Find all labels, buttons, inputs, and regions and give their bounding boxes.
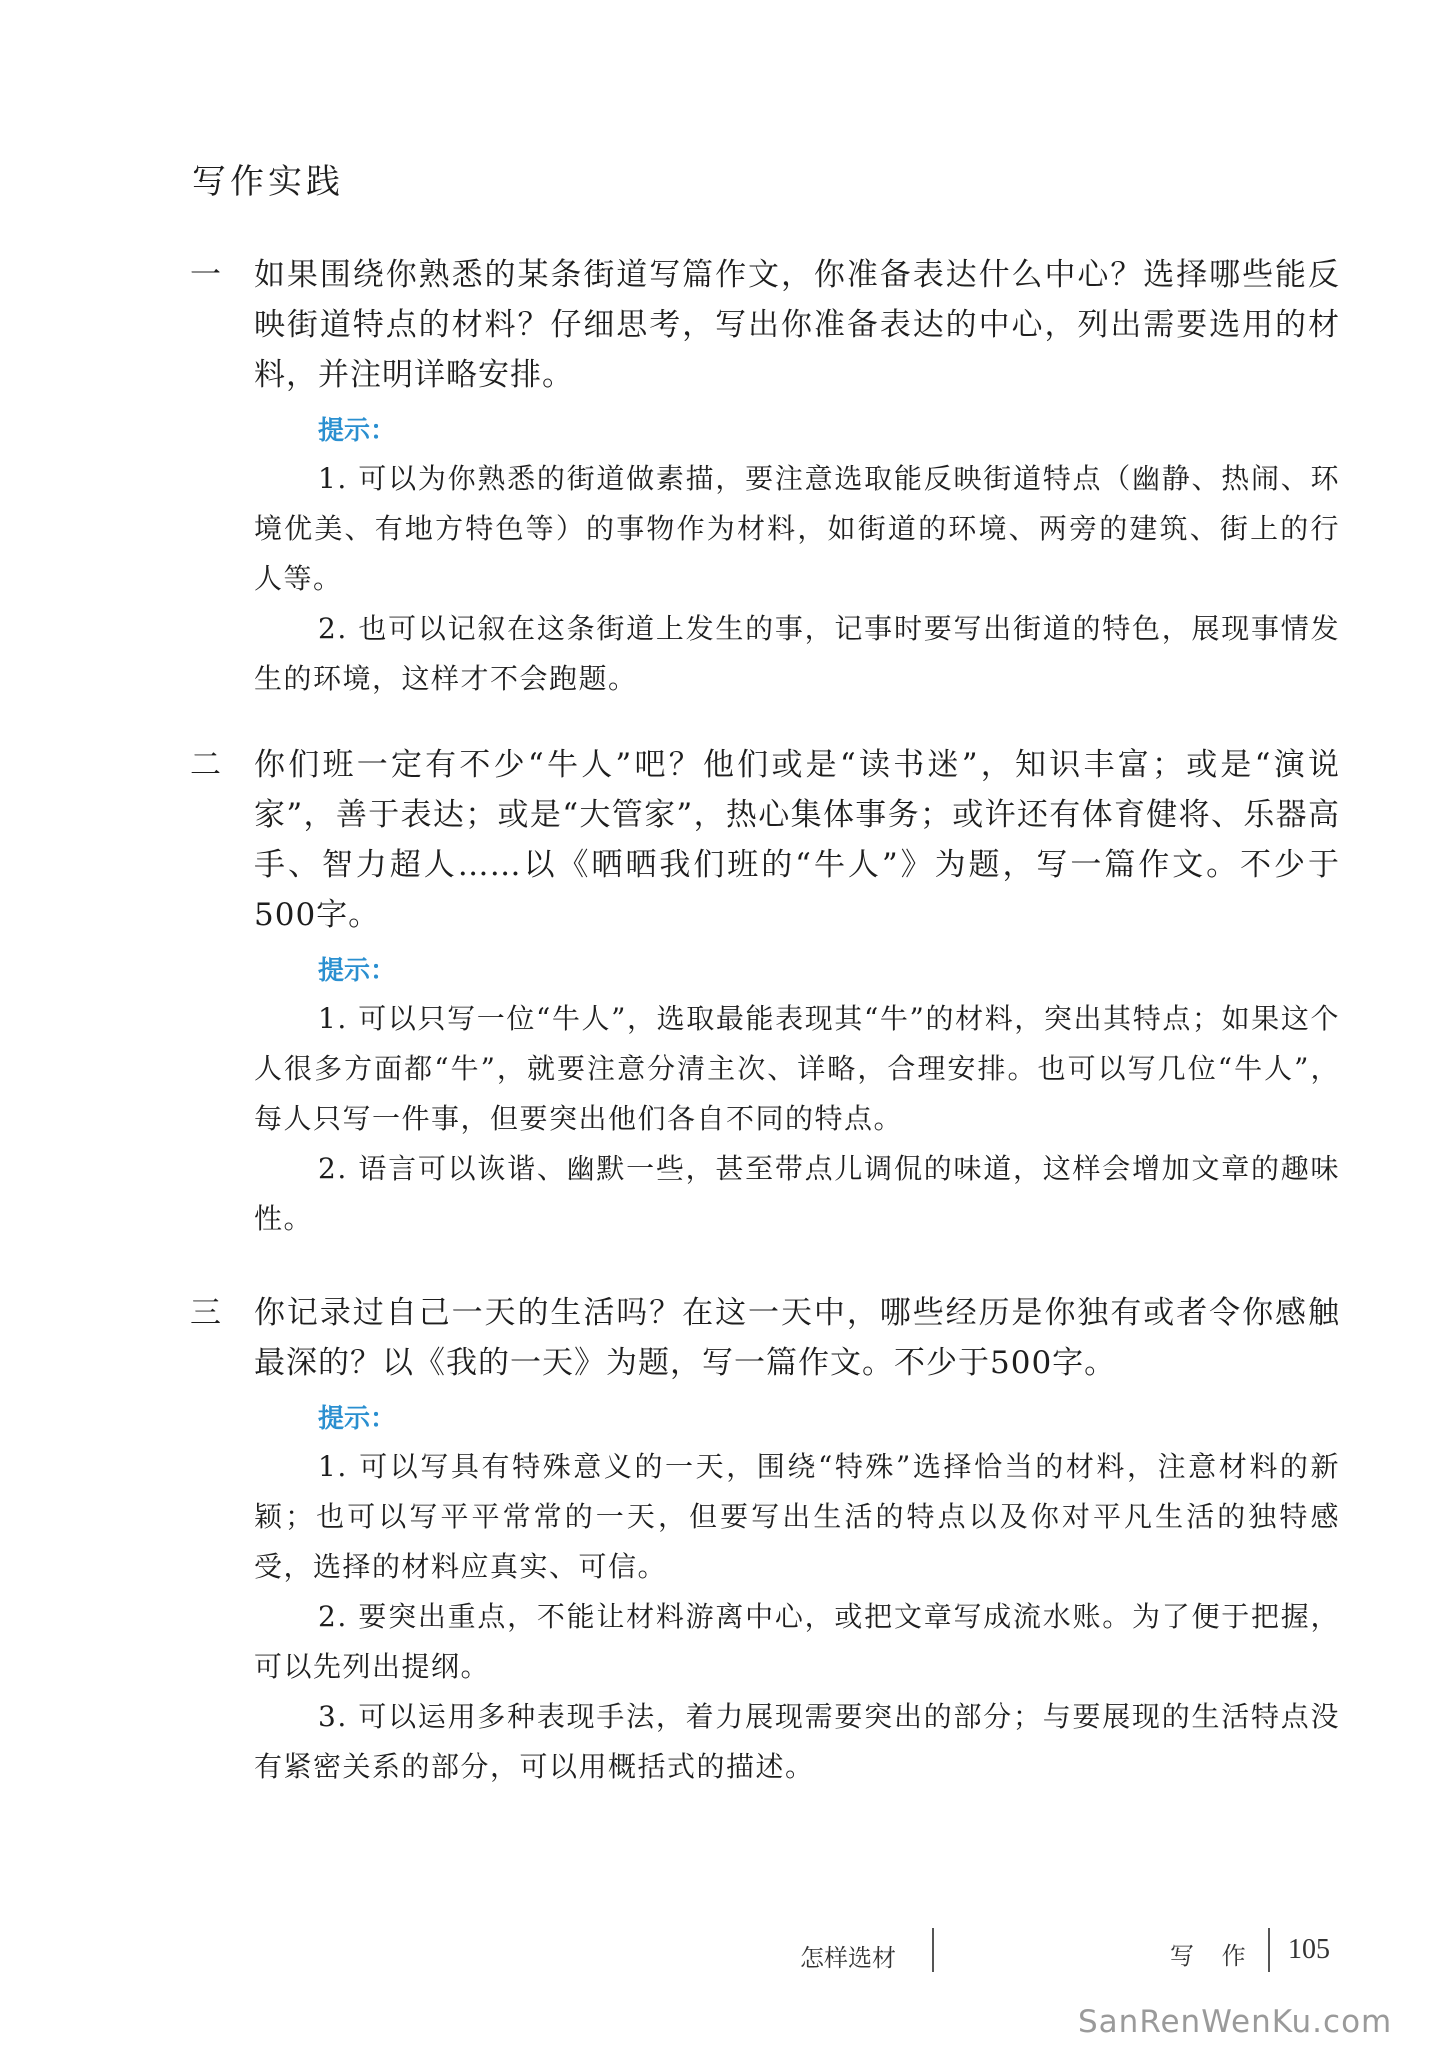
hint-item: 1. 可以写具有特殊意义的一天，围绕“特殊”选择恰当的材料，注意材料的新颖；也可以写平平常常的一天，但要写出生活的特点以及你对平凡生活的独特感受，选择的材料应真实、可信。	[254, 1450, 1340, 1583]
footer-divider	[1268, 1928, 1270, 1972]
hint-item: 2. 语言可以诙谐、幽默一些，甚至带点儿调侃的味道，这样会增加文章的趣味性。	[254, 1152, 1340, 1235]
watermark: SanRenWenKu.com	[1078, 2004, 1393, 2040]
exercise-prompt: 如果围绕你熟悉的某条街道写篇作文，你准备表达什么中心？选择哪些能反映街道特点的材料？仔细思考，写出你准备表达的中心，列出需要选用的材料，并注明详略安排。	[254, 257, 1340, 393]
exercise-number: 一	[190, 257, 221, 293]
exercise-number: 三	[190, 1295, 221, 1331]
hint-item: 2. 要突出重点，不能让材料游离中心，或把文章写成流水账。为了便于把握，可以先列出提纲。	[254, 1600, 1340, 1683]
hint-item: 3. 可以运用多种表现手法，着力展现需要突出的部分；与要展现的生活特点没有紧密关系的部分，可以用概括式的描述。	[254, 1700, 1340, 1783]
hint-item: 2. 也可以记叙在这条街道上发生的事，记事时要写出街道的特色，展现事情发生的环境，这样才不会跑题。	[254, 612, 1340, 695]
exercise-section-3	[190, 1288, 1340, 1792]
footer-divider	[932, 1928, 934, 1972]
footer-unit-name: 写 作	[1170, 1942, 1256, 1970]
exercise-prompt: 你记录过自己一天的生活吗？在这一天中，哪些经历是你独有或者令你感触最深的？以《我的一天》为题，写一篇作文。不少于500字。	[254, 1295, 1340, 1381]
exercise-section-1	[190, 250, 1340, 704]
page-number: 105	[1288, 1934, 1330, 1965]
exercise-prompt: 你们班一定有不少“牛人”吧？他们或是“读书迷”，知识丰富；或是“演说家”，善于表达；或是“大管家”，热心集体事务；或许还有体育健将、乐器高手、智力超人……以《晒晒我们班的“牛人”》为题，写一篇作文。不少于500字。	[254, 747, 1340, 933]
hint-label: 提示：	[318, 416, 397, 446]
page-title: 写作实践	[192, 162, 344, 202]
hint-item: 1. 可以只写一位“牛人”，选取最能表现其“牛”的材料，突出其特点；如果这个人很多方面都“牛”，就要注意分清主次、详略，合理安排。也可以写几位“牛人”，每人只写一件事，但要突出他们各自不同的特点。	[254, 1002, 1340, 1135]
exercise-number: 二	[190, 747, 221, 783]
exercise-section-2	[190, 740, 1340, 1244]
hint-label: 提示：	[318, 1404, 397, 1434]
hint-item: 1. 可以为你熟悉的街道做素描，要注意选取能反映街道特点（幽静、热闹、环境优美、有地方特色等）的事物作为材料，如街道的环境、两旁的建筑、街上的行人等。	[254, 462, 1340, 595]
hint-label: 提示：	[318, 956, 397, 986]
footer-section-name: 怎样选材	[800, 1944, 896, 1972]
